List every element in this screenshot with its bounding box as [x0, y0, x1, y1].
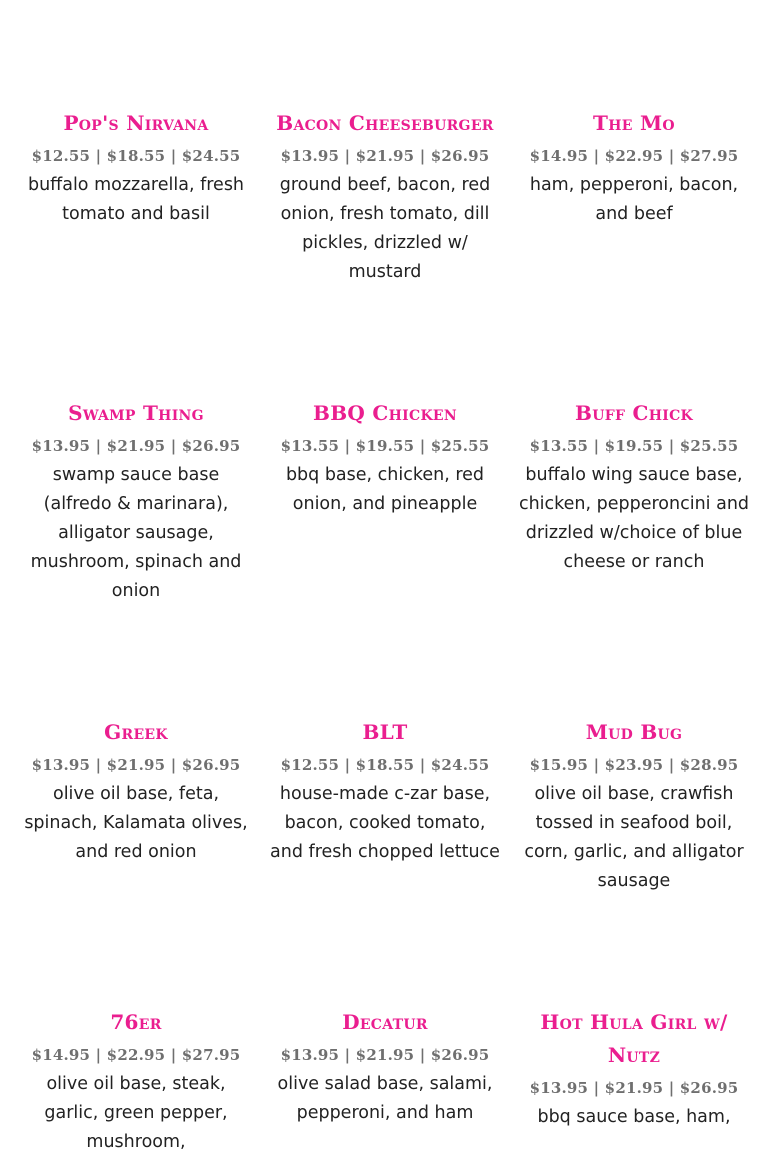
item-prices: $15.95 | $23.95 | $28.95: [529, 756, 739, 774]
item-name: Bacon Cheeseburger: [276, 111, 494, 135]
menu-item: [18, 107, 254, 229]
item-description: olive oil base, steak, garlic, green pepper, mushroom,: [44, 1074, 228, 1152]
item-name: BBQ Chicken: [313, 401, 457, 425]
item-prices: $13.95 | $21.95 | $26.95: [280, 1046, 490, 1064]
item-prices: $13.55 | $19.55 | $25.55: [529, 437, 739, 455]
item-description: buffalo mozzarella, fresh tomato and basil: [27, 175, 245, 224]
item-description: ham, pepperoni, bacon, and beef: [529, 175, 739, 224]
header-fragment: [36, 0, 240, 4]
menu-item: [267, 716, 503, 867]
item-prices: $13.95 | $21.95 | $26.95: [529, 1079, 739, 1097]
item-description: olive oil base, crawfish tossed in seafood boil, corn, garlic, and alligator sausage: [524, 784, 744, 891]
menu-item: [267, 1006, 503, 1128]
menu-item: [18, 1006, 254, 1157]
item-description: swamp sauce base (alfredo & marinara), alligator sausage, mushroom, spinach and onion: [30, 465, 242, 601]
item-name: 76er: [110, 1010, 162, 1034]
item-prices: $13.55 | $19.55 | $25.55: [280, 437, 490, 455]
item-prices: $12.55 | $18.55 | $24.55: [31, 147, 241, 165]
menu-item: [516, 107, 752, 229]
item-prices: $14.95 | $22.95 | $27.95: [31, 1046, 241, 1064]
item-description: bbq base, chicken, red onion, and pineapple: [285, 465, 485, 514]
item-name: Greek: [104, 720, 168, 744]
item-prices: $13.95 | $21.95 | $26.95: [31, 756, 241, 774]
item-description: bbq sauce base, ham,: [537, 1107, 731, 1127]
item-name: Buff Chick: [575, 401, 693, 425]
menu-item: [516, 1006, 752, 1132]
item-prices: $14.95 | $22.95 | $27.95: [529, 147, 739, 165]
item-name: The Mo: [593, 111, 675, 135]
menu-item: [18, 716, 254, 867]
item-prices: $12.55 | $18.55 | $24.55: [280, 756, 490, 774]
item-name: Decatur: [342, 1010, 428, 1034]
menu-item: [516, 397, 752, 577]
item-name: Hot Hula Girl w/ Nutz: [540, 1010, 728, 1067]
menu-item: [267, 397, 503, 519]
item-name: BLT: [362, 720, 408, 744]
item-description: olive oil base, feta, spinach, Kalamata olives, and red onion: [24, 784, 248, 862]
item-name: Mud Bug: [585, 720, 683, 744]
item-prices: $13.95 | $21.95 | $26.95: [31, 437, 241, 455]
item-name: Swamp Thing: [68, 401, 204, 425]
item-name: Pop's Nirvana: [63, 111, 209, 135]
menu-item: [267, 107, 503, 287]
item-prices: $13.95 | $21.95 | $26.95: [280, 147, 490, 165]
menu-item: [18, 397, 254, 606]
item-description: olive salad base, salami, pepperoni, and ham: [277, 1074, 493, 1123]
item-description: house-made c-zar base, bacon, cooked tomato, and fresh chopped lettuce: [270, 784, 500, 862]
item-description: buffalo wing sauce base, chicken, pepperoncini and drizzled w/choice of blue cheese or ranch: [518, 465, 750, 572]
menu-item: [516, 716, 752, 896]
item-description: ground beef, bacon, red onion, fresh tomato, dill pickles, drizzled w/ mustard: [279, 175, 491, 282]
